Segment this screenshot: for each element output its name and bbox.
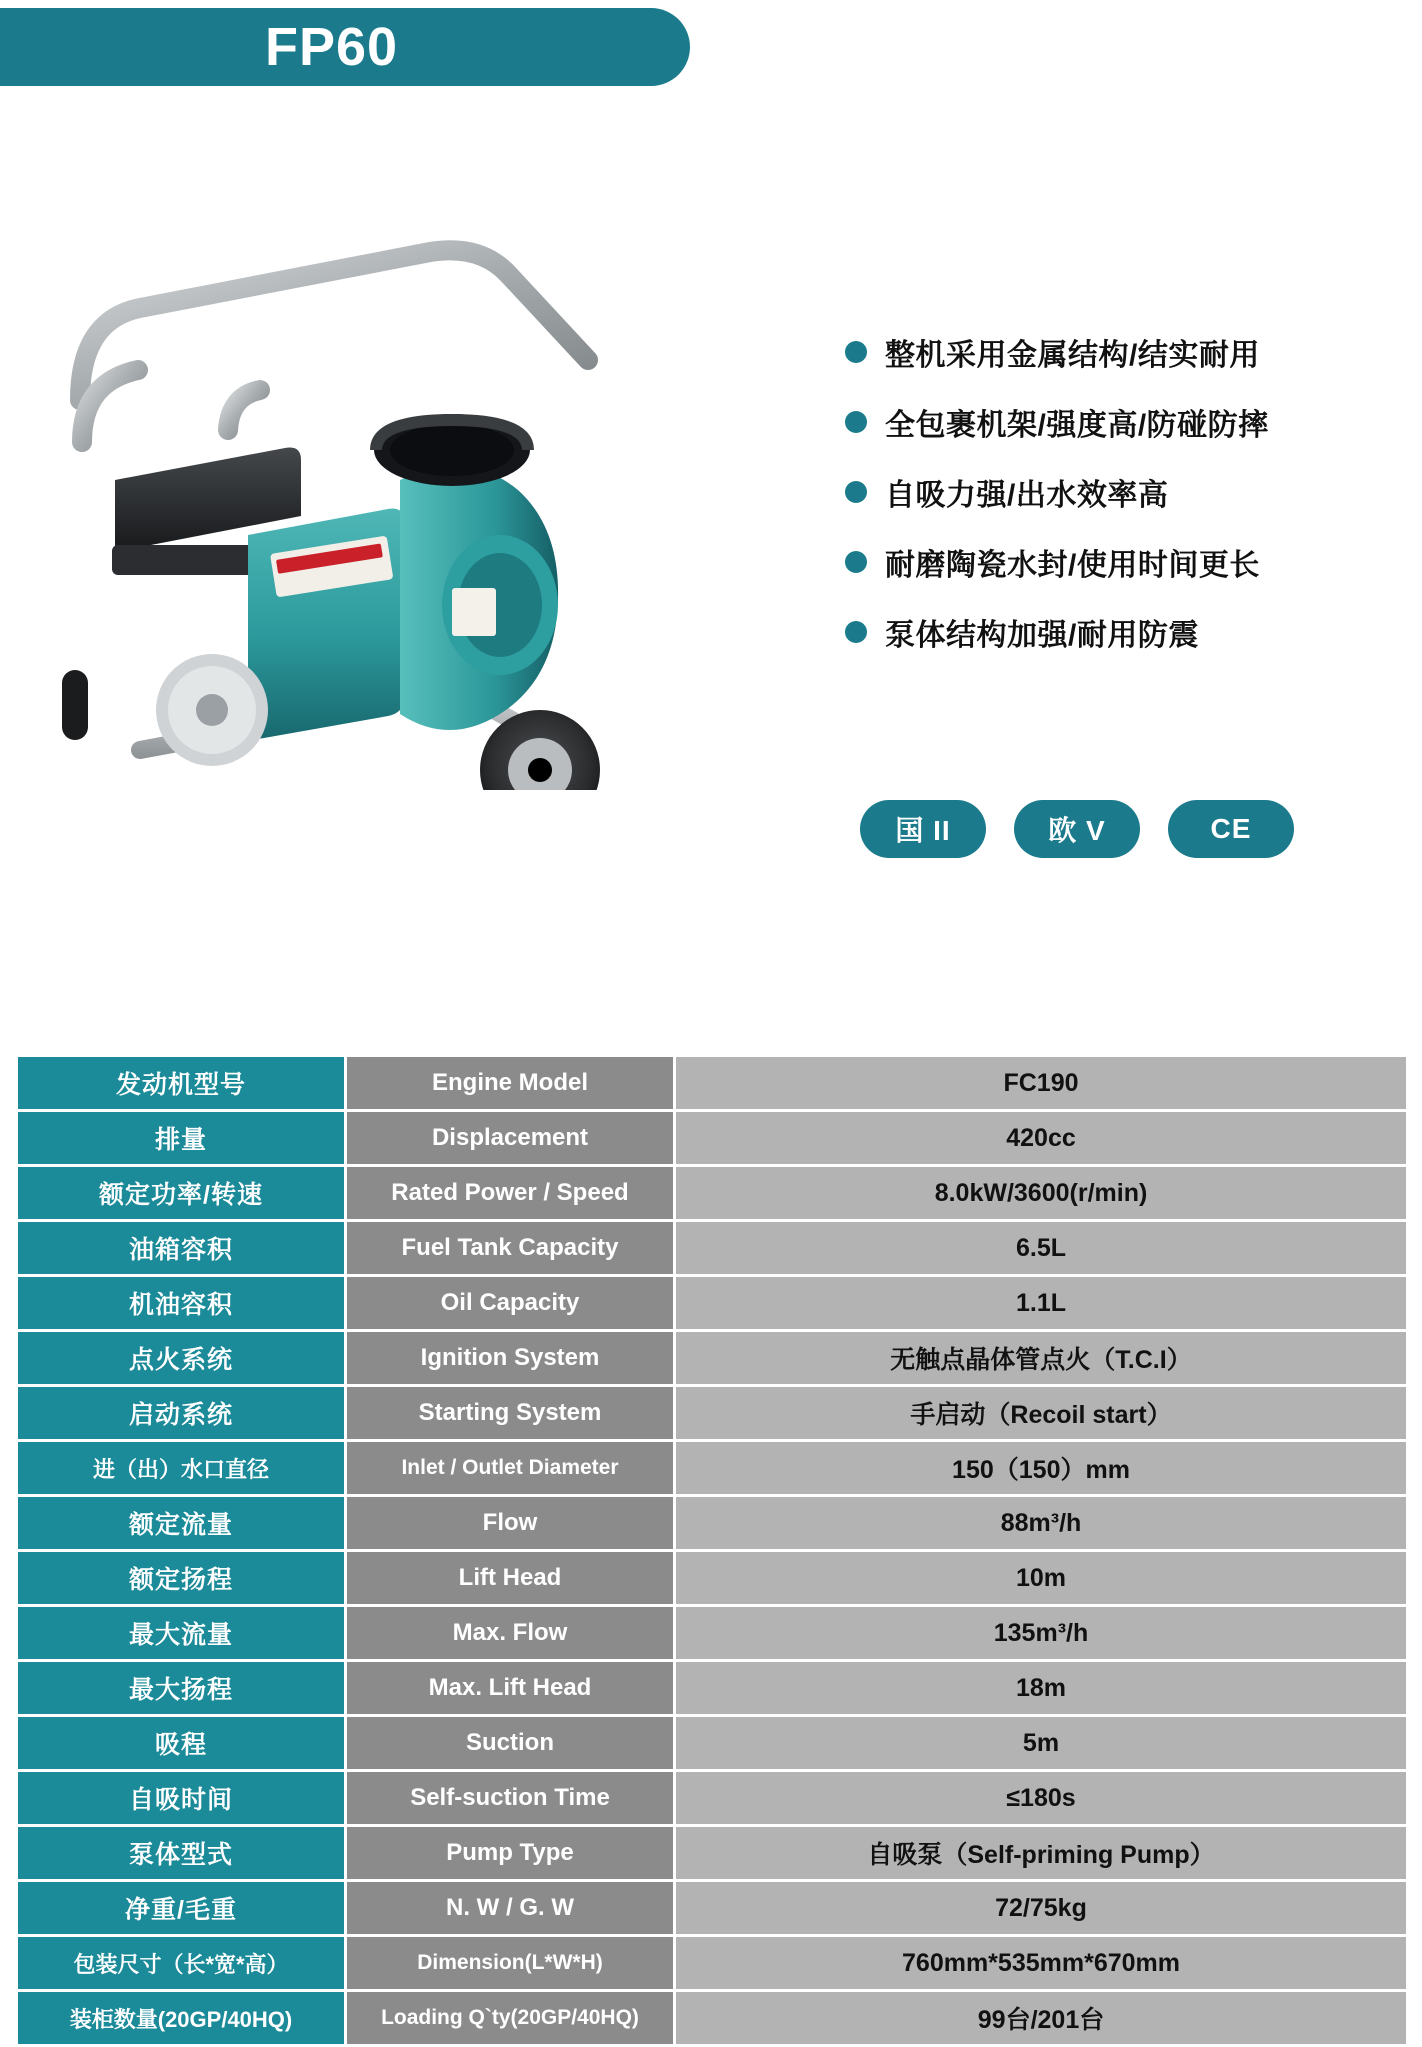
spec-label-cn: 机油容积 — [18, 1277, 344, 1329]
bullet-icon — [845, 481, 867, 503]
spec-label-cn: 排量 — [18, 1112, 344, 1164]
table-row — [18, 1772, 1406, 1824]
feature-text: 自吸力强/出水效率高 — [885, 479, 1169, 512]
table-row — [18, 1827, 1406, 1879]
spec-label-cn: 吸程 — [18, 1717, 344, 1769]
spec-value: 135m³/h — [673, 1607, 1406, 1659]
spec-value: 420cc — [673, 1112, 1406, 1164]
table-row — [18, 1497, 1406, 1549]
spec-value: 手启动（Recoil start） — [673, 1387, 1406, 1439]
table-row — [18, 1662, 1406, 1714]
spec-value: 无触点晶体管点火（T.C.I） — [673, 1332, 1406, 1384]
spec-value: FC190 — [673, 1057, 1406, 1109]
spec-label-en: Ignition System — [344, 1332, 673, 1384]
spec-label-cn: 启动系统 — [18, 1387, 344, 1439]
feature-text: 全包裹机架/强度高/防碰防摔 — [885, 409, 1269, 442]
spec-value: 5m — [673, 1717, 1406, 1769]
spec-value: 18m — [673, 1662, 1406, 1714]
table-row — [18, 1717, 1406, 1769]
spec-label-en: Rated Power / Speed — [344, 1167, 673, 1219]
spec-label-en: Lift Head — [344, 1552, 673, 1604]
table-row — [18, 1277, 1406, 1329]
spec-value: 自吸泵（Self-priming Pump） — [673, 1827, 1406, 1879]
spec-value: 10m — [673, 1552, 1406, 1604]
feature-text: 整机采用金属结构/结实耐用 — [885, 339, 1260, 372]
bullet-icon — [845, 621, 867, 643]
spec-label-en: Inlet / Outlet Diameter — [344, 1442, 673, 1494]
spec-label-en: Flow — [344, 1497, 673, 1549]
feature-item — [845, 330, 1405, 374]
spec-label-en: Max. Lift Head — [344, 1662, 673, 1714]
spec-label-cn: 净重/毛重 — [18, 1882, 344, 1934]
table-row — [18, 1607, 1406, 1659]
spec-value: 760mm*535mm*670mm — [673, 1937, 1406, 1989]
spec-label-cn: 最大流量 — [18, 1607, 344, 1659]
feature-item — [845, 400, 1405, 444]
page-title-banner — [0, 8, 690, 86]
spec-value: 88m³/h — [673, 1497, 1406, 1549]
table-row — [18, 1057, 1406, 1109]
spec-label-cn: 油箱容积 — [18, 1222, 344, 1274]
feature-item — [845, 610, 1405, 654]
spec-label-en: Self-suction Time — [344, 1772, 673, 1824]
table-row — [18, 1167, 1406, 1219]
spec-value: 150（150）mm — [673, 1442, 1406, 1494]
table-row — [18, 1112, 1406, 1164]
spec-label-en: Oil Capacity — [344, 1277, 673, 1329]
specification-table — [18, 1054, 1406, 2047]
spec-label-cn: 点火系统 — [18, 1332, 344, 1384]
cert-badge-ce: CE — [1168, 800, 1294, 858]
spec-label-cn: 最大扬程 — [18, 1662, 344, 1714]
spec-label-en: Loading Q`ty(20GP/40HQ) — [344, 1992, 673, 2044]
feature-text: 耐磨陶瓷水封/使用时间更长 — [885, 549, 1260, 582]
spec-label-cn: 进（出）水口直径 — [18, 1442, 344, 1494]
spec-label-en: Dimension(L*W*H) — [344, 1937, 673, 1989]
table-row — [18, 1882, 1406, 1934]
feature-item — [845, 540, 1405, 584]
table-row — [18, 1442, 1406, 1494]
spec-label-en: Engine Model — [344, 1057, 673, 1109]
spec-label-cn: 泵体型式 — [18, 1827, 344, 1879]
bullet-icon — [845, 551, 867, 573]
table-row — [18, 1552, 1406, 1604]
spec-value: 8.0kW/3600(r/min) — [673, 1167, 1406, 1219]
spec-value: 1.1L — [673, 1277, 1406, 1329]
spec-label-en: Fuel Tank Capacity — [344, 1222, 673, 1274]
cert-badge-guo2: 国 II — [860, 800, 986, 858]
spec-label-cn: 额定功率/转速 — [18, 1167, 344, 1219]
spec-value: ≤180s — [673, 1772, 1406, 1824]
feature-list — [845, 330, 1405, 680]
table-row — [18, 1332, 1406, 1384]
spec-label-en: Pump Type — [344, 1827, 673, 1879]
spec-value: 6.5L — [673, 1222, 1406, 1274]
table-row — [18, 1992, 1406, 2044]
spec-label-cn: 自吸时间 — [18, 1772, 344, 1824]
spec-label-cn: 发动机型号 — [18, 1057, 344, 1109]
spec-label-en: Max. Flow — [344, 1607, 673, 1659]
spec-value: 72/75kg — [673, 1882, 1406, 1934]
table-row — [18, 1387, 1406, 1439]
bullet-icon — [845, 411, 867, 433]
spec-label-cn: 额定扬程 — [18, 1552, 344, 1604]
cert-badge-euro5: 欧 V — [1014, 800, 1140, 858]
certification-badges — [860, 800, 1294, 858]
product-photo — [20, 150, 810, 790]
spec-value: 99台/201台 — [673, 1992, 1406, 2044]
table-row — [18, 1222, 1406, 1274]
spec-label-en: Suction — [344, 1717, 673, 1769]
spec-label-cn: 额定流量 — [18, 1497, 344, 1549]
table-row — [18, 1937, 1406, 1989]
spec-label-en: N. W / G. W — [344, 1882, 673, 1934]
spec-label-en: Starting System — [344, 1387, 673, 1439]
spec-label-cn: 包装尺寸（长*宽*高） — [18, 1937, 344, 1989]
spec-label-cn: 装柜数量(20GP/40HQ) — [18, 1992, 344, 2044]
spec-label-en: Displacement — [344, 1112, 673, 1164]
bullet-icon — [845, 341, 867, 363]
feature-text: 泵体结构加强/耐用防震 — [885, 619, 1199, 652]
feature-item — [845, 470, 1405, 514]
page-title: FP60 — [265, 17, 399, 77]
